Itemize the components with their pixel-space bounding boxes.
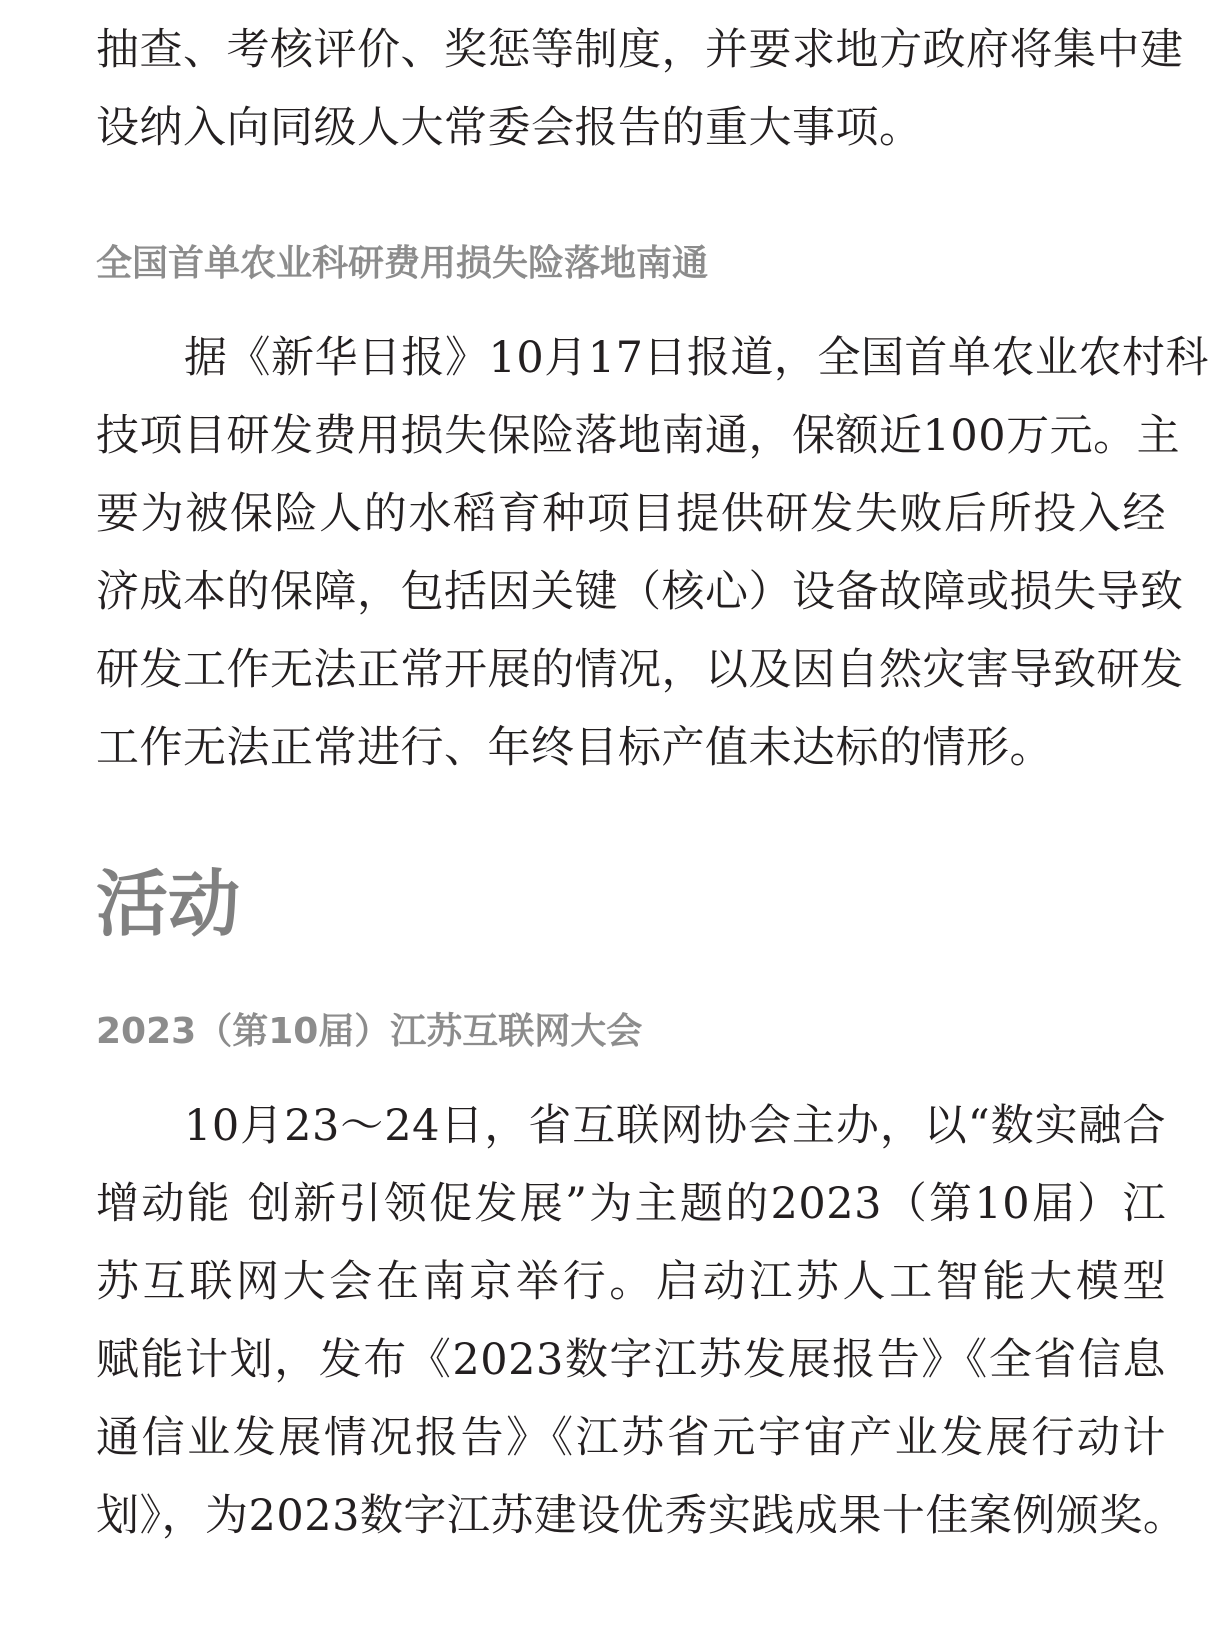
article2-line-3: 苏互联网大会在南京举行。启动江苏人工智能大模型 bbox=[96, 1257, 1166, 1307]
article1-line-5: 研发工作无法正常开展的情况，以及因自然灾害导致研发 bbox=[96, 645, 1184, 695]
article2-line-6: 划》，为2023数字江苏建设优秀实践成果十佳案例颁奖。 bbox=[96, 1491, 1187, 1541]
intro-line-1: 抽查、考核评价、奖惩等制度，并要求地方政府将集中建 bbox=[96, 25, 1184, 75]
article1-line-4: 济成本的保障，包括因关键（核心）设备故障或损失导致 bbox=[96, 567, 1184, 617]
article1-line-3: 要为被保险人的水稻育种项目提供研发失败后所投入经 bbox=[96, 489, 1166, 539]
article1-line-2: 技项目研发费用损失保险落地南通，保额近100万元。主 bbox=[96, 411, 1181, 461]
article1-heading: 全国首单农业科研费用损失险落地南通 bbox=[96, 243, 709, 284]
article1-line-6: 工作无法正常进行、年终目标产值未达标的情形。 bbox=[96, 723, 1053, 773]
article2-line-4: 赋能计划，发布《2023数字江苏发展报告》《全省信息 bbox=[96, 1335, 1166, 1385]
article2-line-1: 10月23～24日，省互联网协会主办，以“数实融合 bbox=[184, 1101, 1166, 1151]
article2-line-5: 通信业发展情况报告》《江苏省元宇宙产业发展行动计 bbox=[96, 1413, 1166, 1463]
article1-line-1: 据《新华日报》10月17日报道，全国首单农业农村科 bbox=[184, 333, 1209, 383]
section-title: 活动 bbox=[96, 862, 241, 946]
article2-heading: 2023（第10届）江苏互联网大会 bbox=[96, 1011, 643, 1052]
article2-line-2: 增动能 创新引领促发展”为主题的2023（第10届）江 bbox=[96, 1179, 1166, 1229]
intro-line-2: 设纳入向同级人大常委会报告的重大事项。 bbox=[96, 103, 923, 153]
